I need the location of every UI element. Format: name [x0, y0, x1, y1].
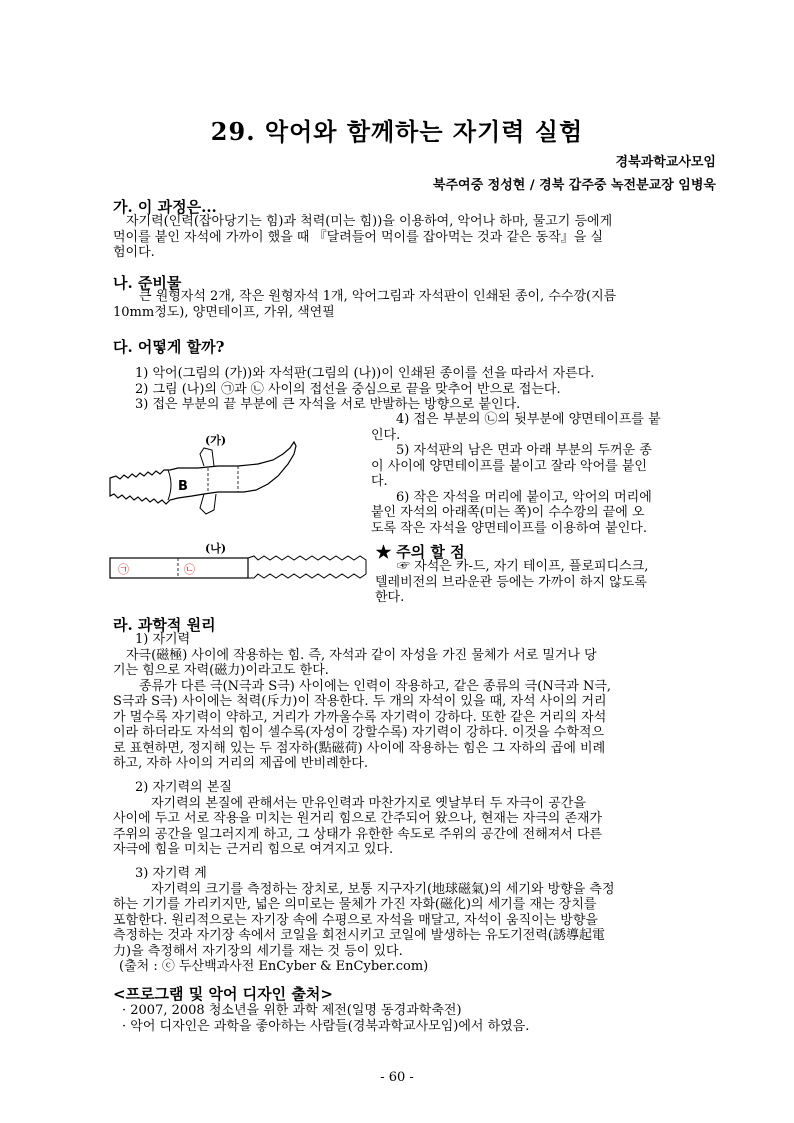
principle-part3 — [113, 866, 718, 975]
text-line: 포함한다. 원리적으로는 자기장 속에 수평으로 자석을 매달고, 자석이 움직이는 방향을 — [113, 912, 598, 928]
text-line: 자극에 힘을 미치는 근거리 힘으로 여겨지고 있다. — [113, 842, 394, 857]
figure-a-mark: B — [178, 479, 188, 494]
materials-paragraph — [113, 289, 718, 320]
text-line: 기는 힘으로 자력(磁力)이라고도 한다. — [113, 663, 329, 678]
text-line: 4) 접은 부분의 ㉡의 뒷부분에 양면테이프를 붙 — [396, 412, 661, 427]
figure-a-label: (가) — [205, 434, 227, 447]
text-line: 텔레비전의 브라운관 등에는 가까이 하지 않도록 — [375, 574, 647, 590]
magnet-strip-figure — [108, 552, 370, 586]
subheading: 1) 자기력 — [135, 632, 191, 647]
figure-b-label: (나) — [205, 542, 227, 555]
text-line: 큰 원형자석 2개, 작은 원형자석 1개, 악어그림과 자석판이 인쇄된 종이, 수수깡(지름 — [139, 289, 617, 304]
text-line: 측정하는 것과 자기장 속에서 코일을 회전시키고 코일에 발생하는 유도기전력(誘導起電 — [113, 928, 605, 943]
text-line: 10mm정도), 양면테이프, 가위, 색연필 — [113, 304, 335, 320]
step-item: 1) 악어(그림의 (가))와 자석판(그림의 (나))이 인쇄된 종이를 선을 따라서 자른다. — [135, 366, 595, 381]
text-line: 자극(磁極) 사이에 작용하는 힘. 즉, 자석과 같이 자성을 가진 물체가 서로 밀거나 당 — [126, 647, 597, 663]
crocodile-outline — [110, 442, 296, 504]
section-heading-credits: <프로그램 및 악어 디자인 출처> — [113, 985, 333, 1003]
section-heading-principle: 라. 과학적 원리 — [113, 616, 216, 634]
text-line: 한다. — [375, 590, 405, 605]
caution-paragraph — [375, 559, 720, 606]
credits-list — [122, 1003, 722, 1034]
text-line: 인다. — [371, 427, 401, 443]
source-line: (출처 : ⓒ 두산백과사전 EnCyber & EnCyber.com) — [119, 959, 429, 974]
text-line: 종류가 다른 극(N극과 S극) 사이에는 인력이 작용하고, 같은 종류의 극(N극과 N극, — [139, 678, 612, 694]
text-line: 다. — [371, 474, 388, 489]
text-line: 力)을 측정해서 자기장의 세기를 재는 것 등이 있다. — [113, 943, 403, 959]
principle-part1 — [113, 632, 718, 772]
text-line: 자기력의 본질에 관해서는 만유인력과 마찬가지로 옛날부터 두 자극이 공간을 — [151, 795, 586, 811]
step-item: 2) 그림 (나)의 ㉠과 ㉡ 사이의 접선을 중심으로 끝을 맞추어 반으로 접는다. — [135, 381, 561, 397]
page-number: - 60 - — [380, 1070, 414, 1085]
text-line: 사이에 두고 서로 작용을 미치는 원거리 힘으로 간주되어 왔으나, 현재는 자극의 존재가 — [113, 811, 603, 826]
text-line: S극과 S극) 사이에는 척력(斥力)이 작용한다. 두 개의 자석이 있을 때, 자석 사이의 거리 — [113, 694, 607, 709]
subheading: 2) 자기력의 본질 — [135, 780, 232, 795]
text-line: 자기력의 크기를 측정하는 장치로, 보통 지구자기(地球磁氣)의 세기와 방향을 측정 — [151, 881, 615, 897]
principle-part2 — [113, 780, 718, 858]
text-line: 하고, 자하 사이의 거리의 제곱에 반비례한다. — [113, 756, 368, 771]
strip-board — [110, 558, 248, 578]
authors: 북주여중 정성현 / 경북 갑주중 녹전분교장 임병욱 — [432, 178, 716, 193]
list-item: · 악어 디자인은 과학을 좋아하는 사람들(경북과학교사모임)에서 하였음. — [122, 1018, 530, 1034]
text-line: 자기력(인력(잡아당기는 힘)과 척력(미는 힘))을 이용하여, 악어나 하마, 물고기 등에게 — [126, 214, 613, 229]
page-title: 29. 악어와 함께하는 자기력 실험 — [210, 117, 584, 146]
text-line: 6) 작은 자석을 머리에 붙이고, 악어의 머리에 — [396, 489, 652, 505]
text-line: 로 표현하면, 정지해 있는 두 점자하(點磁荷) 사이에 작용하는 힘은 그 자하의 곱에 비례 — [113, 740, 606, 756]
method-steps-right — [371, 412, 719, 536]
text-line: 가 멀수록 자기력이 약하고, 거리가 가까울수록 자기력이 강하다. 또한 같은 거리의 자석 — [113, 709, 607, 725]
text-line: 도록 작은 자석을 양면테이프를 이용하여 붙인다. — [371, 520, 647, 536]
intro-paragraph — [113, 214, 718, 261]
organization: 경북과학교사모임 — [615, 155, 716, 170]
text-line: 이라 하더라도 자석의 힘이 셀수록(자성이 강할수록) 자기력이 강하다. 이것을 수학적으 — [113, 725, 604, 740]
section-heading-intro: 가. 이 과정은... — [113, 198, 217, 216]
list-item: · 2007, 2008 청소년을 위한 과학 제전(일명 동경과학축전) — [122, 1003, 462, 1018]
text-line: 5) 자석판의 남은 면과 아래 부분의 두꺼운 종 — [396, 443, 652, 458]
text-line: 붙인 자석의 아래쪽(미는 쪽)이 수수깡의 끝에 오 — [371, 505, 645, 520]
text-line: 주위의 공간을 일그러지게 하고, 그 상태가 유한한 속도로 주위의 공간에 전해져서 다른 — [113, 826, 603, 842]
caution-heading: ★ 주의 할 점 — [376, 543, 465, 561]
section-heading-materials: 나. 준비물 — [113, 274, 182, 292]
section-heading-method: 다. 어떻게 할까? — [113, 338, 225, 356]
text-line: 먹이를 붙인 자석에 가까이 했을 때 『달려들어 먹이를 잡아먹는 것과 같은 동작』을 실 — [113, 229, 604, 245]
subheading: 3) 자기력 계 — [135, 866, 207, 881]
crocodile-figure — [108, 440, 304, 530]
text-line: ☞ 자석은 카-드, 자기 테이프, 플로피디스크, — [397, 559, 649, 574]
method-steps — [135, 366, 720, 413]
strip-mark-2: ㉡ — [184, 563, 195, 576]
strip-mark-1: ㉠ — [118, 563, 129, 576]
text-line: 하는 기기를 가리키지만, 넓은 의미로는 물체가 가진 자화(磁化)의 세기를 재는 장치를 — [113, 897, 597, 912]
text-line: 이 사이에 양면테이프를 붙이고 잘라 악어를 붙인 — [371, 458, 647, 474]
step-item: 3) 접은 부분의 끝 부분에 큰 자석을 서로 반발하는 방향으로 붙인다. — [135, 397, 521, 412]
text-line: 험이다. — [113, 245, 155, 260]
